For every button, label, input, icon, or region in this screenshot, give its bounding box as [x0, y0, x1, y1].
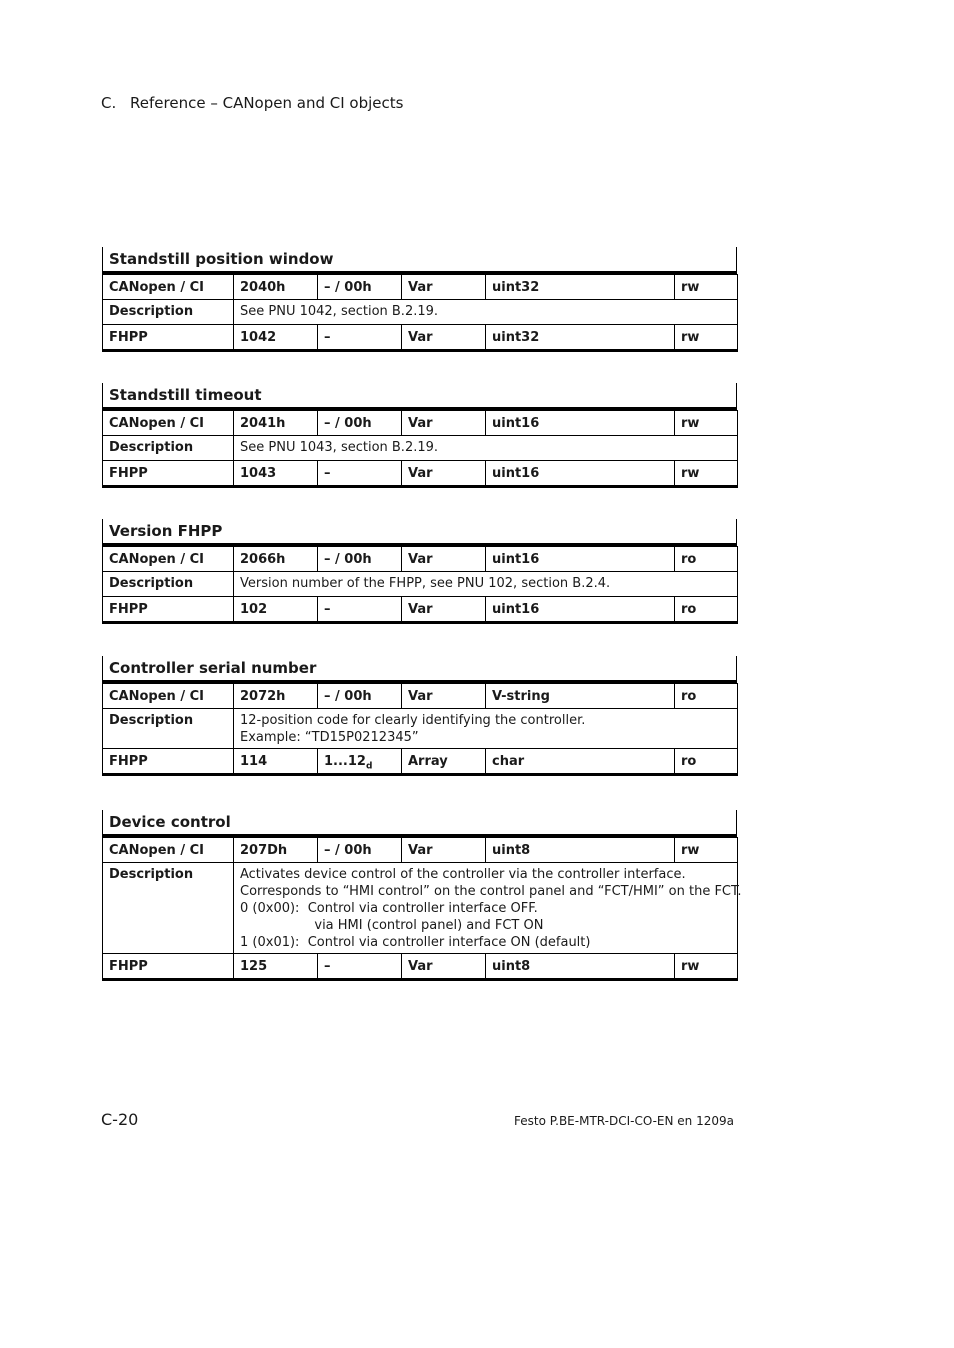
row-label: CANopen / CI	[103, 411, 234, 436]
chapter-number: C.	[101, 94, 117, 112]
type-cell: uint8	[486, 954, 675, 980]
row-label: CANopen / CI	[103, 275, 234, 300]
row-label: CANopen / CI	[103, 838, 234, 863]
access-cell: rw	[675, 275, 738, 300]
canopen-row	[103, 275, 738, 300]
object-block	[102, 247, 737, 352]
type-cell: uint32	[486, 275, 675, 300]
access-cell: rw	[675, 954, 738, 980]
access-cell: ro	[675, 597, 738, 623]
subindex-value: –	[324, 466, 331, 481]
access-cell: rw	[675, 411, 738, 436]
access-cell: rw	[675, 325, 738, 351]
index-cell: 2041h	[234, 411, 318, 436]
class-cell: Var	[402, 275, 486, 300]
object-title: Controller serial number	[102, 656, 737, 683]
type-cell: uint16	[486, 461, 675, 487]
type-cell: uint16	[486, 597, 675, 623]
canopen-row	[103, 684, 738, 709]
object-table	[102, 683, 738, 776]
row-label: Description	[103, 436, 234, 461]
pnu-cell: 102	[234, 597, 318, 623]
access-cell: rw	[675, 461, 738, 487]
document-id: Festo P.BE-MTR-DCI-CO-EN en 1209a	[514, 1114, 734, 1128]
description-line: Corresponds to “HMI control” on the control panel and “FCT/HMI” on the FCT.	[240, 884, 742, 899]
row-label: Description	[103, 572, 234, 597]
subindex-value: 1...12	[324, 754, 366, 769]
row-label: Description	[103, 300, 234, 325]
subindex-value: –	[324, 959, 331, 974]
subindex-cell: – / 00h	[318, 547, 402, 572]
fhpp-row	[103, 325, 738, 351]
object-block	[102, 810, 742, 981]
class-cell: Var	[402, 325, 486, 351]
subindex-value: –	[324, 602, 331, 617]
description-line: Example: “TD15P0212345”	[240, 730, 419, 745]
fhpp-row	[103, 461, 738, 487]
row-label: FHPP	[103, 597, 234, 623]
chapter-title: Reference – CANopen and CI objects	[130, 94, 404, 112]
subindex-cell: – / 00h	[318, 838, 402, 863]
subindex-suffix: d	[365, 761, 373, 772]
canopen-row	[103, 411, 738, 436]
object-title: Standstill timeout	[102, 383, 737, 410]
object-table	[102, 837, 742, 981]
description-row	[103, 709, 738, 749]
subindex-cell	[318, 749, 402, 775]
type-cell: uint16	[486, 547, 675, 572]
index-cell: 2072h	[234, 684, 318, 709]
index-cell: 207Dh	[234, 838, 318, 863]
subindex-value: –	[324, 330, 331, 345]
description-line: 12-position code for clearly identifying the controller.	[240, 713, 586, 728]
description-line: 0 (0x00): Control via controller interface OFF.	[240, 901, 538, 916]
description-row	[103, 436, 738, 461]
class-cell: Var	[402, 684, 486, 709]
canopen-row	[103, 838, 738, 863]
description-cell	[234, 863, 742, 954]
description-cell	[234, 300, 738, 325]
row-label: FHPP	[103, 461, 234, 487]
subindex-cell	[318, 461, 402, 487]
index-cell: 2040h	[234, 275, 318, 300]
type-cell: uint32	[486, 325, 675, 351]
fhpp-row	[103, 597, 738, 623]
class-cell: Var	[402, 838, 486, 863]
description-line: Activates device control of the controller via the controller interface.	[240, 867, 686, 882]
object-table	[102, 274, 738, 352]
page-header	[101, 94, 403, 112]
access-cell: ro	[675, 749, 738, 775]
type-cell: uint16	[486, 411, 675, 436]
row-label: FHPP	[103, 954, 234, 980]
type-cell: V-string	[486, 684, 675, 709]
subindex-cell	[318, 954, 402, 980]
page-number: C-20	[101, 1110, 139, 1129]
description-cell	[234, 572, 738, 597]
object-title: Device control	[102, 810, 737, 837]
subindex-cell	[318, 597, 402, 623]
pnu-cell: 1042	[234, 325, 318, 351]
class-cell: Var	[402, 954, 486, 980]
object-table	[102, 410, 738, 488]
row-label: Description	[103, 709, 234, 749]
object-block	[102, 519, 737, 624]
subindex-cell	[318, 325, 402, 351]
description-line: See PNU 1042, section B.2.19.	[240, 304, 439, 319]
description-row	[103, 572, 738, 597]
row-label: Description	[103, 863, 234, 954]
row-label: FHPP	[103, 749, 234, 775]
description-line: 1 (0x01): Control via controller interface ON (default)	[240, 935, 591, 950]
type-cell: char	[486, 749, 675, 775]
subindex-cell: – / 00h	[318, 684, 402, 709]
description-row	[103, 863, 738, 954]
row-label: CANopen / CI	[103, 684, 234, 709]
subindex-cell: – / 00h	[318, 275, 402, 300]
description-line: via HMI (control panel) and FCT ON	[240, 918, 544, 933]
pnu-cell: 1043	[234, 461, 318, 487]
description-row	[103, 300, 738, 325]
pnu-cell: 125	[234, 954, 318, 980]
canopen-row	[103, 547, 738, 572]
object-block	[102, 656, 737, 776]
class-cell: Var	[402, 411, 486, 436]
pnu-cell: 114	[234, 749, 318, 775]
access-cell: rw	[675, 838, 738, 863]
object-block	[102, 383, 737, 488]
object-title: Version FHPP	[102, 519, 737, 546]
class-cell: Var	[402, 461, 486, 487]
subindex-cell: – / 00h	[318, 411, 402, 436]
class-cell: Array	[402, 749, 486, 775]
description-line: See PNU 1043, section B.2.19.	[240, 440, 439, 455]
description-line: Version number of the FHPP, see PNU 102, section B.2.4.	[240, 576, 611, 591]
fhpp-row	[103, 749, 738, 775]
index-cell: 2066h	[234, 547, 318, 572]
row-label: FHPP	[103, 325, 234, 351]
object-title: Standstill position window	[102, 247, 737, 274]
description-cell	[234, 436, 738, 461]
class-cell: Var	[402, 597, 486, 623]
description-cell	[234, 709, 738, 749]
class-cell: Var	[402, 547, 486, 572]
type-cell: uint8	[486, 838, 675, 863]
row-label: CANopen / CI	[103, 547, 234, 572]
access-cell: ro	[675, 547, 738, 572]
object-table	[102, 546, 738, 624]
fhpp-row	[103, 954, 738, 980]
access-cell: ro	[675, 684, 738, 709]
